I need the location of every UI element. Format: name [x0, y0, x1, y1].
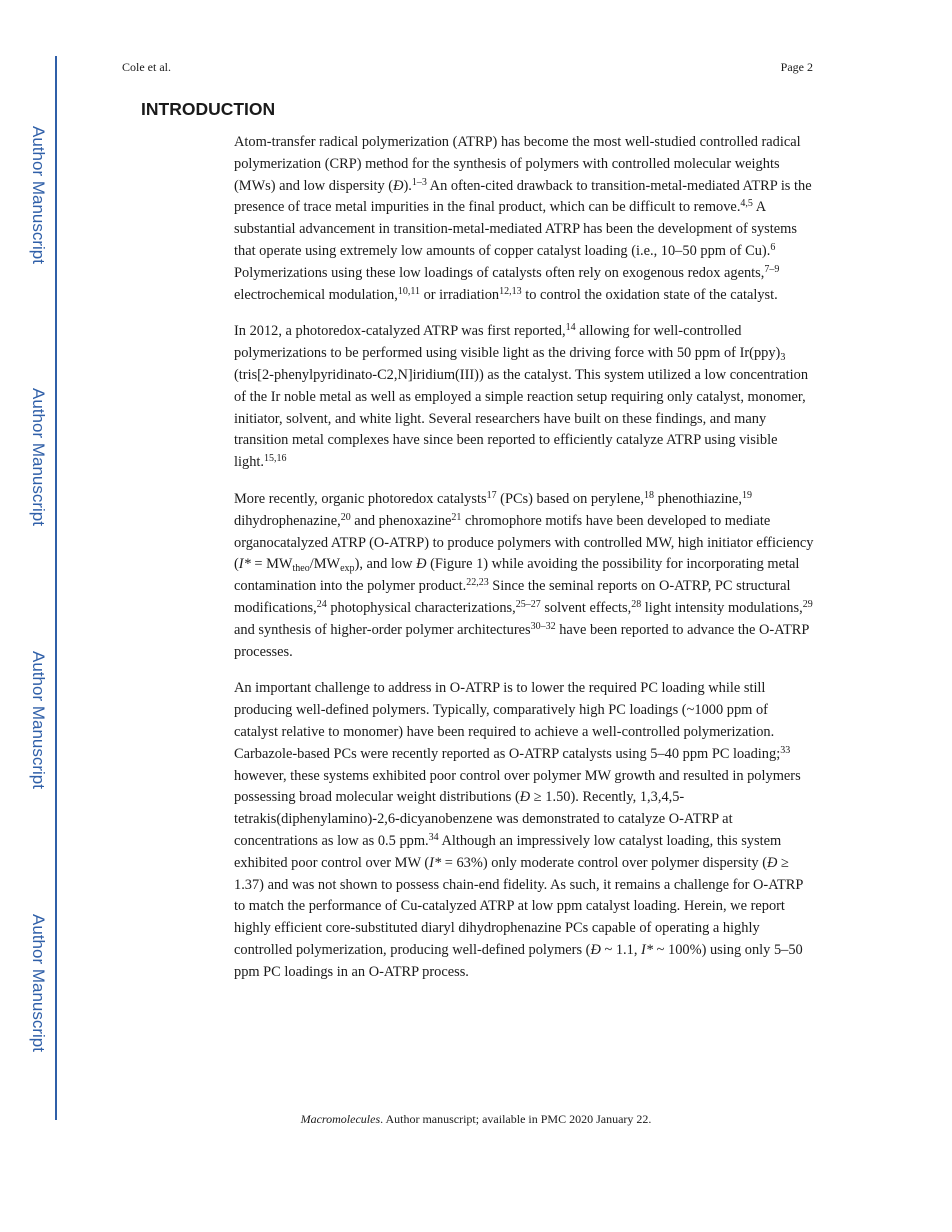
footer-text: . Author manuscript; available in PMC 2020 January 22. [380, 1112, 652, 1126]
citation-ref: 10,11 [397, 285, 420, 297]
text-run: Atom-transfer radical polymerization (ATRP) has become the most well-studied controlled radical polymerization (CRP) method for the synthesis of polymers with controlled molecular weights (MWs) and low dispersity ( [234, 134, 801, 194]
text-run: /MW [309, 556, 341, 573]
citation-ref: 17 [486, 489, 497, 501]
citation-ref: 12,13 [499, 285, 522, 297]
side-label-text: Author Manuscript [29, 126, 48, 264]
subscript: exp [340, 563, 355, 575]
citation-ref: 25–27 [515, 598, 541, 610]
section-title: INTRODUCTION [141, 99, 276, 119]
side-label-text: Author Manuscript [29, 914, 48, 1052]
text-run: dihydrophenazine, [234, 512, 341, 529]
citation-ref: 22,23 [466, 577, 489, 589]
text-run: photophysical characterizations, [326, 599, 516, 616]
running-head-authors: Cole et al. [122, 60, 171, 74]
citation-ref: 19 [741, 489, 752, 501]
text-run: Polymerizations using these low loadings of catalysts often rely on exogenous redox agents, [234, 264, 765, 281]
text-run: ), and low [354, 556, 417, 573]
citation-ref: 4,5 [740, 198, 753, 210]
text-run: allowing for well-controlled polymerizations to be performed using visible light as the driving force with 50 ppm of Ir(ppy) [234, 323, 781, 362]
citation-ref: 30–32 [530, 620, 556, 632]
text-run: phenothiazine, [654, 490, 742, 507]
citation-ref: 7–9 [764, 263, 780, 275]
text-run: have been reported to advance the O-ATRP processes. [234, 621, 809, 660]
text-run: light intensity modulations, [641, 599, 803, 616]
citation-ref: 33 [780, 744, 791, 756]
paragraph [234, 321, 814, 474]
paragraph [234, 489, 814, 663]
running-head-page-number: Page 2 [780, 60, 813, 74]
citation-ref: 28 [631, 598, 642, 610]
italic-symbol: Đ [393, 177, 404, 194]
italic-symbol: I* [641, 941, 654, 958]
italic-symbol: Đ [416, 556, 427, 573]
text-run: (tris[2-phenylpyridinato-C2,N]iridium(III)) as the catalyst. This system utilized a low concentration of the Ir noble metal as well as employed a simple reaction setup requiring only catalyst, monomer, initiator, solvent, and white light. Several researchers have built on these findings, and many transition metal complexes have since been reported to efficiently catalyze ATRP using visible light. [234, 366, 809, 471]
text-run: In 2012, a photoredox-catalyzed ATRP was first reported, [234, 323, 566, 340]
text-run: An important challenge to address in O-ATRP is to lower the required PC loading while still producing well-defined polymers. Typically, comparatively high PC loadings (~1000 ppm of catalyst relative to monomer) have been required to achieve a well-controlled polymerization. Carbazole-based PCs were recently reported as O-ATRP catalysts using 5–40 ppm PC loading; [234, 680, 781, 762]
text-run: solvent effects, [540, 599, 632, 616]
text-run: = 63%) only moderate control over polymer dispersity ( [441, 854, 767, 871]
body-text [234, 132, 814, 998]
italic-symbol: I* [238, 556, 251, 573]
citation-ref: 29 [802, 598, 813, 610]
citation-ref: 1–3 [411, 176, 427, 188]
text-run: Since the seminal reports on O-ATRP, PC structural modifications, [234, 578, 791, 616]
citation-ref: 6 [770, 241, 776, 253]
citation-ref: 14 [565, 322, 576, 334]
side-rule [55, 56, 57, 1120]
text-run: electrochemical modulation, [234, 286, 398, 303]
text-run: More recently, organic photoredox catalysts [234, 490, 487, 507]
citation-ref: 20 [340, 511, 351, 523]
text-run: to control the oxidation state of the catalyst. [521, 286, 778, 303]
text-run: chromophore motifs have been developed to mediate organocatalyzed ATRP (O-ATRP) to produce polymers with controlled MW, high initiator efficiency ( [234, 512, 814, 573]
side-label-text: Author Manuscript [29, 651, 48, 789]
text-run: An often-cited drawback to transition-metal-mediated ATRP is the presence of trace metal impurities in the final product, which can be difficult to remove. [234, 177, 812, 216]
text-run: Although an impressively low catalyst loading, this system exhibited poor control over MW ( [234, 832, 782, 871]
italic-symbol: Đ [767, 854, 778, 871]
footer [0, 1112, 952, 1127]
text-run: ). [403, 177, 412, 194]
italic-symbol: Đ [590, 941, 601, 958]
text-run: or irradiation [419, 286, 500, 303]
text-run: A substantial advancement in transition-metal-mediated ATRP has been the development of systems that operate using extremely low amounts of copper catalyst loading (i.e., 10–50 ppm of Cu). [234, 199, 797, 259]
citation-ref: 34 [428, 831, 439, 843]
paragraph [234, 678, 814, 983]
journal-name: Macromolecules [300, 1112, 381, 1126]
text-run: and phenoxazine [350, 512, 452, 529]
text-run: ≥ 1.50). Recently, 1,3,4,5-tetrakis(diphenylamino)-2,6-dicyanobenzene was demonstrated to catalyze O-ATRP at concentrations as low as 0.5 ppm. [234, 789, 733, 849]
text-run: (Figure 1) while avoiding the possibility for incorporating metal contamination into the polymer product. [234, 556, 800, 595]
text-run: ~ 100%) using only 5–50 ppm PC loadings in an O-ATRP process. [234, 941, 803, 980]
citation-ref: 15,16 [263, 453, 287, 465]
paragraph [234, 132, 814, 306]
subscript: theo [292, 563, 310, 575]
text-run: (PCs) based on perylene, [496, 490, 645, 507]
text-run: and synthesis of higher-order polymer architectures [234, 621, 531, 638]
side-label-text: Author Manuscript [29, 388, 48, 526]
text-run: however, these systems exhibited poor control over polymer MW growth and resulted in polymers possessing broad molecular weight distributions ( [234, 767, 801, 806]
italic-symbol: I* [429, 854, 442, 871]
citation-ref: 18 [644, 489, 655, 501]
text-run: ≥ 1.37) and was not shown to possess chain-end fidelity. As such, it remains a challenge for O-ATRP to match the performance of Cu-catalyzed ATRP at low ppm catalyst loading. Herein, we report highly efficient core-substituted diaryl dihydrophenazine PCs capable of operating a highly controlled polymerization, producing well-defined polymers ( [234, 854, 803, 958]
text-run: = MW [250, 556, 293, 573]
text-run: ~ 1.1, [600, 941, 642, 958]
italic-symbol: Đ [519, 789, 531, 806]
citation-ref: 21 [451, 511, 462, 523]
citation-ref: 24 [316, 598, 327, 610]
subscript: 3 [780, 352, 786, 364]
